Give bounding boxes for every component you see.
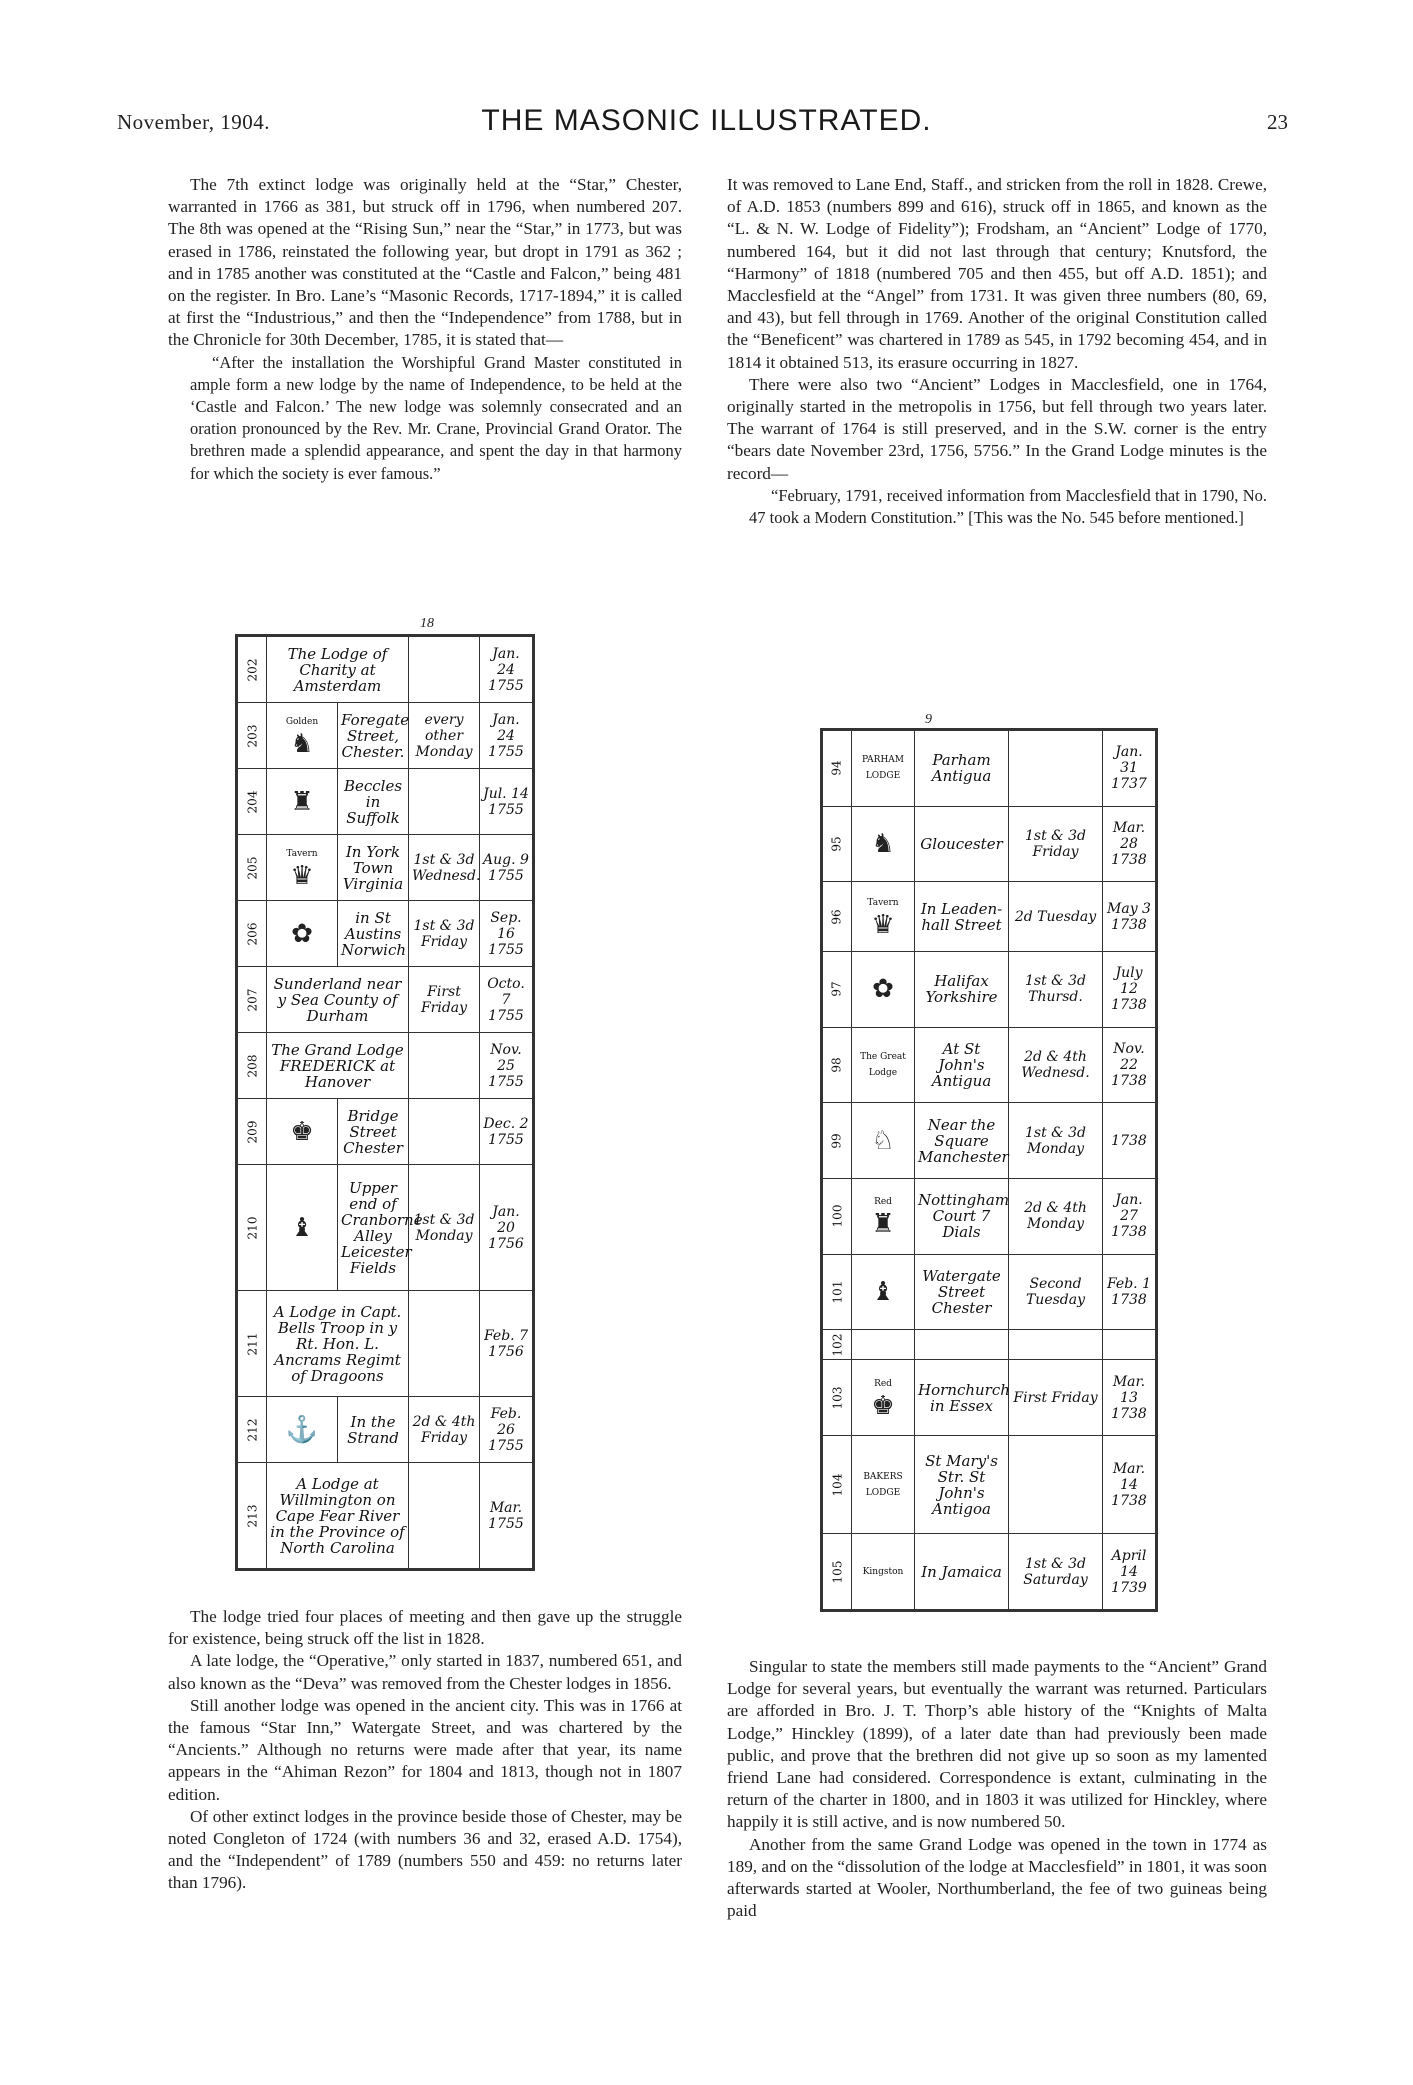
lodge-number-cell [823,1534,852,1610]
lodge-number: 100 [830,1204,845,1228]
meeting-day-cell: 1st & 3d Thursd. [1009,952,1103,1028]
sign-cell [267,1099,338,1165]
lodge-number: 94 [830,760,844,776]
lodge-number: 98 [830,1057,844,1073]
sign-cell [852,1103,915,1179]
issue-date: November, 1904. [117,110,271,134]
sign-label: Kingston [862,1566,904,1577]
lodge-place-cell: Watergate Street Chester [915,1254,1009,1330]
lodge-place-cell: Sunderland near y Sea County of Durham [267,967,409,1033]
meeting-day-cell: 1st & 3d Wednesd. [409,835,480,901]
table-row [823,1534,1156,1610]
lodge-number-cell [823,1360,852,1436]
lodge-number-cell [238,1397,267,1463]
warrant-date-cell: Feb. 1 1738 [1103,1254,1156,1330]
sign-label: Red [874,1197,892,1208]
meeting-day-cell: First Friday [1009,1360,1103,1436]
table-row [823,1103,1156,1179]
lodge-number-cell [823,731,852,807]
lodge-number: 102 [830,1333,845,1357]
lodge-place-cell: Hornchurch in Essex [915,1360,1009,1436]
lodge-number: 205 [245,856,260,880]
table-row [823,1330,1156,1360]
meeting-day-cell [409,1463,480,1569]
paragraph: Singular to state the members still made payments to the “Ancient” Grand Lodge for several years, but eventually the warrant was returned. Particulars are afforded in Bro. J. T. Thorp’s able history of the “Knights of Malta Lodge,” Hinckley (1899), of a later date than had previously been made public, and prove that the brethren did not give up so soon as my lamented friend Lane had considered. Correspondence is extant, culminating in the return of the charter in 1800, and in 1803 it was utilized for Hinckley, where happily it is still active, and is now numbered 50. [727,1657,1267,1832]
warrant-date-cell: Octo. 7 1755 [480,967,533,1033]
sign-label: PARHAM LODGE [861,755,905,782]
meeting-day-cell: First Friday [409,967,480,1033]
warrant-date-cell: Mar. 13 1738 [1103,1360,1156,1436]
warrant-date-cell [1103,1330,1156,1360]
lodge-number: 209 [245,1120,260,1144]
warrant-date-cell: Feb. 7 1756 [480,1291,533,1397]
lodge-number: 213 [245,1504,260,1527]
sign-cell [852,1330,915,1360]
lodge-number-cell [238,703,267,769]
sign-cell [852,1027,915,1103]
sign-cell [852,1179,915,1255]
quotation: “After the installation the Worshipful Grand Master constituted in ample form a new lodge by the name of Independence, to be held at the ‘Castle and Falcon.’ The new lodge was solemnly consecrated and an oration pronounced by the Rev. Mr. Crane, Provincial Grand Orator. The brethren made a splendid appearance, and spent the day in that harmony for which the society is ever famous.” [190,352,682,483]
meeting-day-cell [409,637,480,703]
left-column-bottom [168,1606,682,1895]
lodge-number: 97 [830,981,844,998]
tavern-sign-icon: ✿ [291,918,313,949]
register-grid [237,636,533,1569]
table-row [238,1165,533,1291]
paragraph: Still another lodge was opened in the ancient city. This was in 1766 at the famous “Star Inn,” Watergate Street, and was chartered by the “Ancients.” Although no returns were made after that year, its name appears in the “Ahiman Rezon” for 1804 and 1813, though not in 1807 edition. [168,1695,682,1804]
left-column-top [168,174,682,485]
warrant-date-cell: Mar. 1755 [480,1463,533,1569]
paragraph: The 7th extinct lodge was originally held at the “Star,” Chester, warranted in 1766 as 381, but struck off in 1796, when numbered 207. The 8th was opened at the “Rising Sun,” near the “Star,” in 1773, but was erased in 1786, reinstated the following year, but dropt in 1791 as 362 ; and in 1785 another was constituted at the “Castle and Falcon,” being 481 on the register. In Bro. Lane’s “Masonic Records, 1717-1894,” it is called at first the “Industrious,” and then the “Independence” from 1788, but in the Chronicle for 30th December, 1785, it is stated that— [168,175,682,350]
paragraph: There were also two “Ancient” Lodges in Macclesfield, one in 1764, originally started in the metropolis in 1756, but fell through two years later. The warrant of 1764 is still preserved, and in the S.W. corner is the entry “bears date November 23rd, 1756, 5756.” In the Grand Lodge minutes is the record— [727,374,1267,483]
sign-cell [267,835,338,901]
sign-cell [267,703,338,769]
lodge-place-cell: The Lodge of Charity at Amsterdam [267,637,409,703]
meeting-day-cell [409,1291,480,1397]
tavern-sign-icon: ♝ [290,1212,314,1243]
sign-label: BAKERS LODGE [863,1471,903,1498]
warrant-date-cell: Jul. 14 1755 [480,769,533,835]
table-row [823,806,1156,882]
meeting-day-cell [409,769,480,835]
table-row [823,1435,1156,1533]
lodge-place-cell: Halifax Yorkshire [915,952,1009,1028]
lodge-number-cell [238,769,267,835]
warrant-date-cell: Mar. 28 1738 [1103,806,1156,882]
lodge-number-cell [823,1435,852,1533]
paragraph: Of other extinct lodges in the province beside those of Chester, may be noted Congleton of 1724 (with numbers 36 and 32, erased A.D. 1754), and the “Independent” of 1789 (numbers 550 and 459: no returns later than 1796). [168,1806,682,1893]
sign-cell [852,806,915,882]
tavern-sign-icon: ♜ [871,1209,895,1240]
sign-label: The Great Lodge [860,1052,906,1079]
lodge-place-cell: Bridge Street Chester [338,1099,409,1165]
tavern-sign-icon: ♘ [871,1125,895,1156]
warrant-date-cell: Jan. 27 1738 [1103,1179,1156,1255]
meeting-day-cell: 2d Tuesday [1009,882,1103,952]
lodge-number-cell [238,1033,267,1099]
register-page-number: 9 [925,712,932,727]
lodge-number: 105 [830,1560,845,1584]
sign-cell [267,901,338,967]
lodge-number: 207 [245,988,260,1012]
warrant-date-cell: Sep. 16 1755 [480,901,533,967]
lodge-number: 99 [830,1133,844,1149]
meeting-day-cell: every other Monday [409,703,480,769]
table-row [823,1179,1156,1255]
warrant-date-cell: Jan. 24 1755 [480,703,533,769]
tavern-sign-icon: ♝ [871,1276,895,1307]
tavern-sign-icon: ♞ [871,828,895,859]
meeting-day-cell: 1st & 3d Friday [409,901,480,967]
tavern-sign-icon: ♛ [290,860,314,891]
table-row [823,1254,1156,1330]
page-header [0,104,1413,144]
warrant-date-cell: Jan. 31 1737 [1103,731,1156,807]
lodge-place-cell: At St John's Antigua [915,1027,1009,1103]
meeting-day-cell: 2d & 4th Monday [1009,1179,1103,1255]
warrant-date-cell: April 14 1739 [1103,1534,1156,1610]
lodge-number-cell [238,967,267,1033]
meeting-day-cell [1009,731,1103,807]
lodge-number-cell [823,1254,852,1330]
warrant-date-cell: Nov. 25 1755 [480,1033,533,1099]
right-column-bottom [727,1656,1267,1922]
table-row [823,731,1156,807]
lodge-number-cell [238,1463,267,1569]
lodge-place-cell: Gloucester [915,806,1009,882]
table-row [823,882,1156,952]
lodge-number: 210 [245,1216,260,1240]
lodge-register-table-right [820,728,1158,1612]
lodge-place-cell: A Lodge in Capt. Bells Troop in y Rt. Hon. L. Ancrams Regimt of Dragoons [267,1291,409,1397]
lodge-place-cell: Near the Square Manchester [915,1103,1009,1179]
lodge-place-cell: Beccles in Suffolk [338,769,409,835]
sign-cell [852,1254,915,1330]
sign-cell [852,882,915,952]
warrant-date-cell: Feb. 26 1755 [480,1397,533,1463]
sign-cell [852,1435,915,1533]
lodge-place-cell: A Lodge at Willmington on Cape Fear River in the Province of North Carolina [267,1463,409,1569]
meeting-day-cell: 2d & 4th Wednesd. [1009,1027,1103,1103]
tavern-sign-icon: ♚ [871,1390,895,1421]
paragraph: The lodge tried four places of meeting and then gave up the struggle for existence, being struck off the list in 1828. [168,1607,682,1649]
sign-cell [267,1165,338,1291]
sign-cell [267,769,338,835]
lodge-number-cell [823,1103,852,1179]
warrant-date-cell: Nov. 22 1738 [1103,1027,1156,1103]
tavern-sign-icon: ♜ [290,786,314,817]
paragraph: A late lodge, the “Operative,” only started in 1837, numbered 651, and also known as the “Deva” was removed from the Chester lodges in 1856. [168,1651,682,1693]
paragraph: Another from the same Grand Lodge was opened in the town in 1774 as 189, and on the “dissolution of the lodge at Macclesfield” in 1801, it was soon afterwards started at Wooler, Northumberland, the fee of two guineas being paid [727,1834,1267,1921]
lodge-place-cell: In the Strand [338,1397,409,1463]
lodge-place-cell: The Grand Lodge FREDERICK at Hanover [267,1033,409,1099]
warrant-date-cell: Aug. 9 1755 [480,835,533,901]
table-row [823,1360,1156,1436]
warrant-date-cell: 1738 [1103,1103,1156,1179]
lodge-number-cell [238,1099,267,1165]
sign-cell [852,952,915,1028]
sign-cell [852,1360,915,1436]
warrant-date-cell: Jan. 24 1755 [480,637,533,703]
table-row [238,1099,533,1165]
tavern-sign-icon: ✿ [872,974,894,1005]
register-grid [822,730,1156,1610]
lodge-number-cell [238,901,267,967]
lodge-number: 208 [245,1054,260,1078]
lodge-number-cell [823,1179,852,1255]
table-row [238,835,533,901]
journal-title: THE MASONIC ILLUSTRATED. [481,104,932,137]
meeting-day-cell [409,1033,480,1099]
lodge-number-cell [238,1291,267,1397]
lodge-number: 101 [830,1280,845,1304]
meeting-day-cell: Second Tuesday [1009,1254,1103,1330]
lodge-number: 212 [245,1418,260,1441]
meeting-day-cell: 1st & 3d Monday [1009,1103,1103,1179]
sign-cell [852,1534,915,1610]
lodge-number: 211 [245,1332,260,1355]
tavern-sign-icon: ♚ [290,1116,314,1147]
table-row [238,769,533,835]
lodge-place-cell: St Mary's Str. St John's Antigoa [915,1435,1009,1533]
meeting-day-cell: 1st & 3d Monday [409,1165,480,1291]
lodge-place-cell: In Jamaica [915,1534,1009,1610]
quotation: “February, 1791, received information from Macclesfield that in 1790, No. 47 took a Modern Constitution.” [This was the No. 545 before mentioned.] [749,485,1267,528]
sign-cell [852,731,915,807]
lodge-number: 203 [245,724,260,747]
meeting-day-cell: 1st & 3d Saturday [1009,1534,1103,1610]
table-row [238,1291,533,1397]
lodge-register-table-left [235,634,535,1571]
lodge-number-cell [823,806,852,882]
lodge-number-cell [823,882,852,952]
lodge-number: 96 [830,909,844,925]
lodge-number: 202 [245,658,260,681]
tavern-sign-icon: ♞ [290,728,314,759]
table-row [823,952,1156,1028]
tavern-sign-icon: ♛ [871,909,895,940]
lodge-place-cell: In York Town Virginia [338,835,409,901]
lodge-number: 104 [830,1473,845,1497]
lodge-place-cell [915,1330,1009,1360]
lodge-place-cell: in St Austins Norwich [338,901,409,967]
table-row [238,1397,533,1463]
right-column-top [727,174,1267,529]
sign-label: Golden [285,716,319,727]
paragraph: It was removed to Lane End, Staff., and stricken from the roll in 1828. Crewe, of A.D. 1853 (numbers 899 and 616), struck off in 1865, and known as the “L. & N. W. Lodge of Fidelity”); Frodsham, an “Ancient” Lodge of 1770, numbered 164, but it did not last through that century; Knutsford, the “Harmony” of 1818 (numbered 705 and then 455, but off A.D. 1851); and Macclesfield at the “Angel” from 1731. It was given three numbers (80, 69, and 43), but fell through in 1769. Another of the original Constitution called the “Beneficent” was chartered in 1789 as 545, in 1792 becoming 454, and in 1814 it obtained 513, its erasure occurring in 1827. [727,175,1267,372]
meeting-day-cell [1009,1435,1103,1533]
lodge-number: 204 [245,790,260,814]
lodge-place-cell: Upper end of Cranborne Alley Leicester Fields [338,1165,409,1291]
table-row [238,1033,533,1099]
lodge-place-cell: In Leaden-hall Street [915,882,1009,952]
table-row [823,1027,1156,1103]
tavern-sign-icon: ⚓ [285,1414,319,1445]
sign-label: Tavern [867,897,899,908]
meeting-day-cell [1009,1330,1103,1360]
lodge-number-cell [238,1165,267,1291]
warrant-date-cell: July 12 1738 [1103,952,1156,1028]
lodge-place-cell: Foregate Street, Chester. [338,703,409,769]
meeting-day-cell [409,1099,480,1165]
table-row [238,967,533,1033]
lodge-number-cell [238,835,267,901]
lodge-number-cell [238,637,267,703]
lodge-place-cell: Parham Antigua [915,731,1009,807]
table-row [238,637,533,703]
register-page-number: 18 [420,616,434,631]
lodge-number: 103 [830,1386,845,1409]
meeting-day-cell: 1st & 3d Friday [1009,806,1103,882]
sign-label: Tavern [286,848,318,859]
sign-label: Red [874,1378,892,1389]
warrant-date-cell: May 3 1738 [1103,882,1156,952]
sign-cell [267,1397,338,1463]
table-row [238,703,533,769]
lodge-number-cell [823,1330,852,1360]
table-row [238,1463,533,1569]
meeting-day-cell: 2d & 4th Friday [409,1397,480,1463]
lodge-number: 95 [830,836,844,852]
page-number: 23 [1267,110,1288,134]
warrant-date-cell: Dec. 2 1755 [480,1099,533,1165]
lodge-number-cell [823,1027,852,1103]
warrant-date-cell: Jan. 20 1756 [480,1165,533,1291]
lodge-number: 206 [245,922,260,946]
lodge-place-cell: Nottingham Court 7 Dials [915,1179,1009,1255]
table-row [238,901,533,967]
lodge-number-cell [823,952,852,1028]
warrant-date-cell: Mar. 14 1738 [1103,1435,1156,1533]
